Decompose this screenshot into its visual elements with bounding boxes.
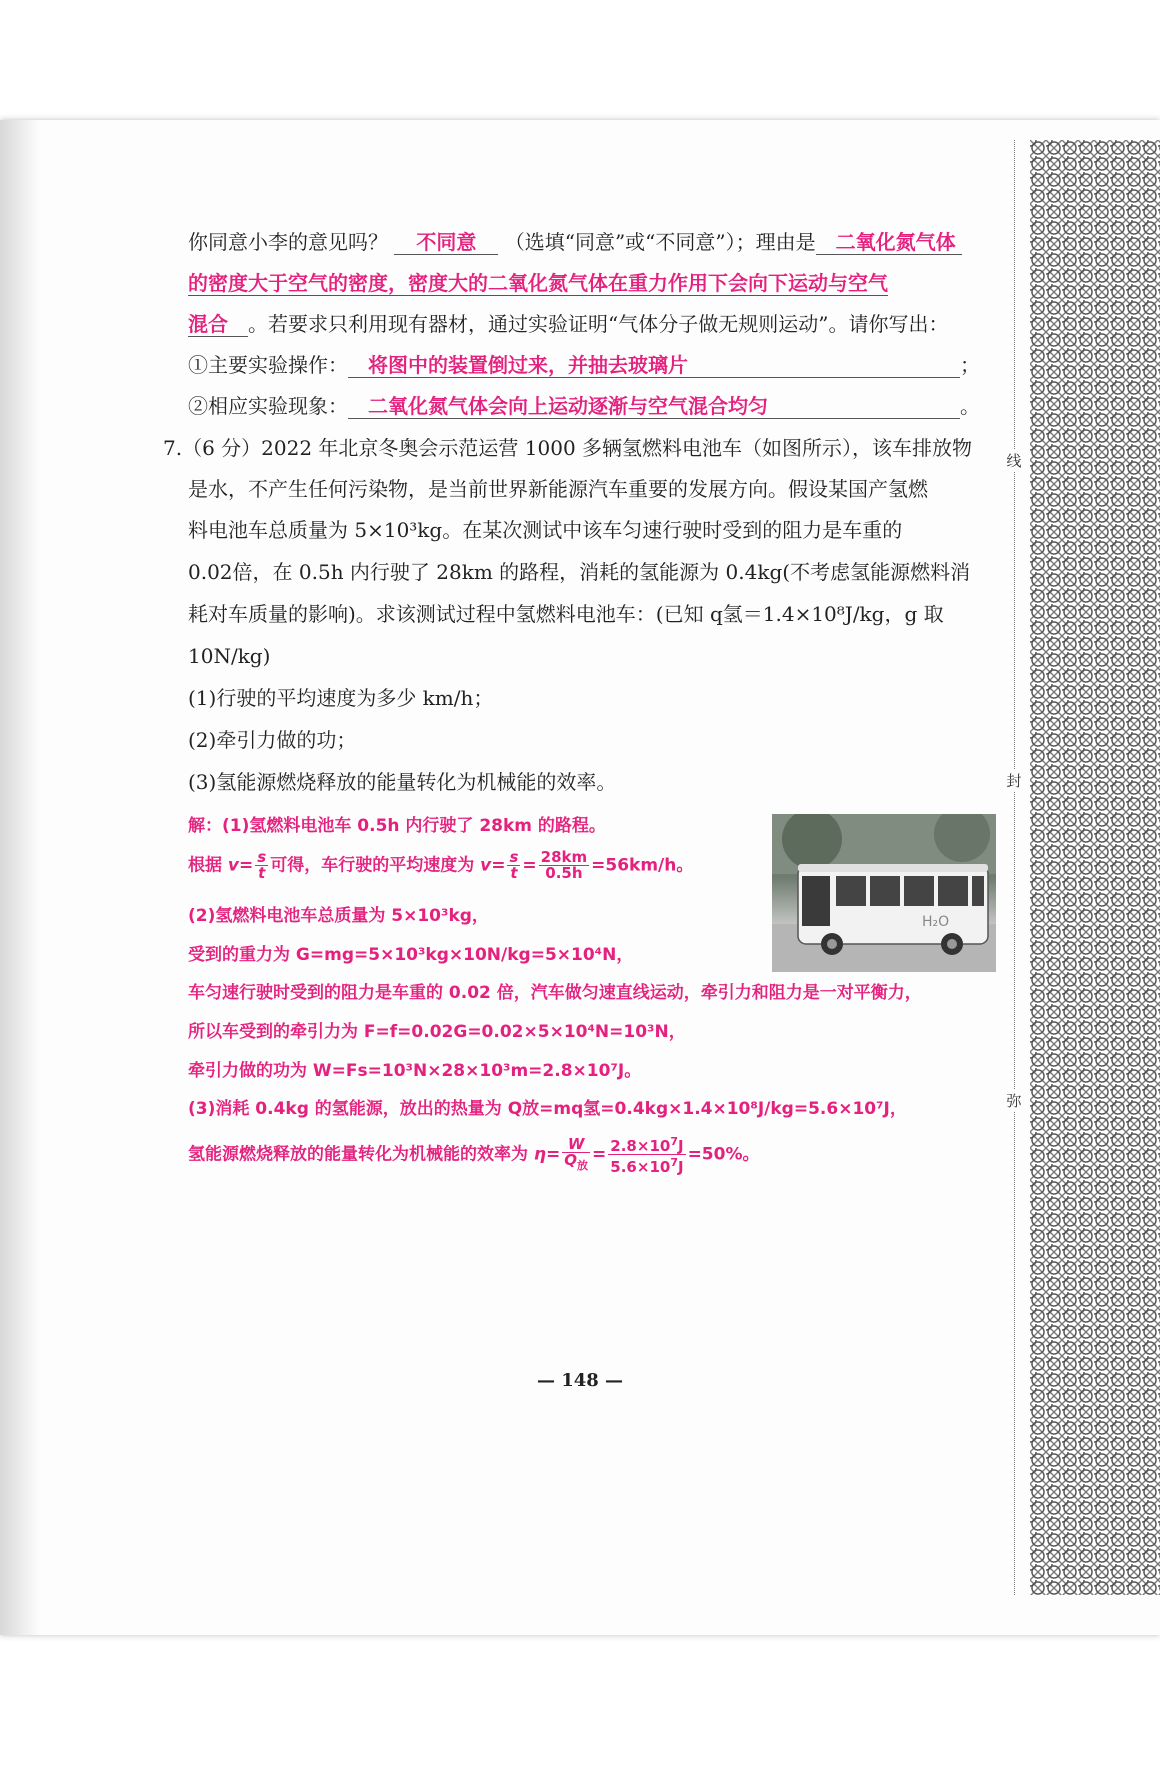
q6-line-2 xyxy=(188,271,888,296)
q7-line-2: 是水，不产生任何污染物，是当前世界新能源汽车重要的发展方向。假设某国产氢燃 xyxy=(188,477,928,501)
q7-subquestion-2: (2)牵引力做的功； xyxy=(188,728,357,752)
q6-phenomenon: ②相应实验现象： 二氧化氮气体会向上运动逐渐与空气混合均匀 。 xyxy=(188,394,980,418)
formula-v-s-over-t: $\frac{s}{t}$ xyxy=(257,848,267,882)
answer-reason-part1: 二氧化氮气体 xyxy=(816,230,962,255)
q7-line-3: 料电池车总质量为 5×10³kg。在某次测试中该车匀速行驶时受到的阻力是车重的 xyxy=(188,518,903,542)
answer-reason-part2: 的密度大于空气的密度，密度大的二氧化氮气体在重力作用下会向下运动与空气 xyxy=(188,271,888,295)
answer-reason-part3: 混合 xyxy=(188,312,248,337)
q7-line-6: 10N/kg) xyxy=(188,644,271,668)
q6-line-1: 你同意小李的意见吗？ 不同意 （选填“同意”或“不同意”）；理由是 二氧化氮气体 xyxy=(188,230,962,255)
q7-line-5: 耗对车质量的影响)。求该测试过程中氢燃料电池车：(已知 q氢＝1.4×10⁸J/kg，g 取 xyxy=(188,602,944,626)
q6-line-3: 混合 。若要求只利用现有器材，通过实验证明“气体分子做无规则运动”。请你写出： xyxy=(188,312,949,336)
workbook-page xyxy=(0,120,1160,1635)
page-gutter-shadow xyxy=(0,120,40,1635)
q6-operation: ①主要实验操作： 将图中的装置倒过来，并抽去玻璃片 ； xyxy=(188,353,980,377)
q7-subquestion-3: (3)氢能源燃烧释放的能量转化为机械能的效率。 xyxy=(188,770,617,794)
binding-mark-mi: 弥 xyxy=(1004,1090,1024,1111)
q7-line-4: 0.02倍，在 0.5h 内行驶了 28km 的路程，消耗的氢能源为 0.4kg(不考虑氢能源燃料消 xyxy=(188,560,971,584)
answer-agree: 不同意 xyxy=(394,230,498,255)
bus-illustration xyxy=(772,814,996,972)
solution-line-4: 受到的重力为 G=mg=5×10³kg×10N/kg=5×10⁴N， xyxy=(188,945,634,965)
formula-w-over-q: $\frac{W}{Q_放}$ xyxy=(564,1134,589,1172)
solution-line-5: 车匀速行驶时受到的阻力是车重的 0.02 倍，汽车做匀速直线运动，牵引力和阻力是一对平衡力， xyxy=(188,983,922,1003)
formula-28km-over-05h: $\frac{28km}{0.5h}$ xyxy=(540,848,588,882)
binding-mark-seal: 封 xyxy=(1004,770,1024,791)
q7-line-1: 7.（6 分）2022 年北京冬奥会示范运营 1000 多辆氢燃料电池车（如图所示），该车排放物 xyxy=(163,436,973,460)
solution-line-1: 解：(1)氢燃料电池车 0.5h 内行驶了 28km 的路程。 xyxy=(188,816,606,836)
hydrogen-bus-photo xyxy=(772,814,996,972)
solution-line-6: 所以车受到的牵引力为 F=f=0.02G=0.02×5×10⁴N=10³N， xyxy=(188,1022,686,1042)
q7-subquestion-1: (1)行驶的平均速度为多少 km/h； xyxy=(188,686,494,710)
binding-mark-line: 线 xyxy=(1004,450,1024,471)
solution-line-2: 根据 v= $\frac{s}{t}$ 可得，车行驶的平均速度为 v= $\frac{s}{t}$ = $\frac{28km}{0.5h}$ =56km/h。 xyxy=(188,848,694,882)
solution-line-9: 氢能源燃烧释放的能量转化为机械能的效率为 η= $\frac{W}{Q_放}$ = $\frac{2.8\times 10^7J}{5.6\times 10^7J}$ =50%。 xyxy=(188,1134,760,1176)
svg-text:H₂O: H₂O xyxy=(922,914,950,930)
solution-line-7: 牵引力做的功为 W=Fs=10³N×28×10³m=2.8×10⁷J。 xyxy=(188,1061,642,1081)
answer-phenomenon: 二氧化氮气体会向上运动逐渐与空气混合均匀 xyxy=(348,394,960,419)
solution-line-3: (2)氢燃料电池车总质量为 5×10³kg， xyxy=(188,906,489,926)
answer-operation: 将图中的装置倒过来，并抽去玻璃片 xyxy=(348,353,960,378)
formula-efficiency-fraction: $\frac{2.8\times 10^7J}{5.6\times 10^7J}$ xyxy=(610,1135,684,1176)
solution-line-8: (3)消耗 0.4kg 的氢能源，放出的热量为 Q放=mq氢=0.4kg×1.4×10⁸J/kg=5.6×10⁷J， xyxy=(188,1099,907,1119)
page-number: — 148 — xyxy=(536,1370,624,1391)
